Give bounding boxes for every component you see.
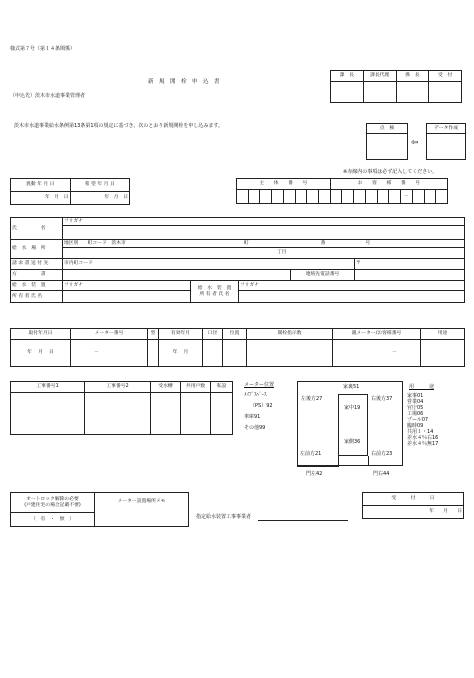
map-label-right23: 右前方23 xyxy=(371,451,393,457)
owner-field-2[interactable] xyxy=(239,291,465,303)
usage-option: 差水４％無17 xyxy=(407,441,439,447)
digit-cell[interactable] xyxy=(237,190,249,204)
billing-label: 請 求 書 送 付 先 xyxy=(11,259,63,270)
map-label-gate44: 門右44 xyxy=(373,471,390,477)
application-date-field[interactable]: 年 月 日 xyxy=(11,192,71,205)
usage-option: 営業04 xyxy=(407,399,424,405)
position-option: （PS）92 xyxy=(250,403,273,409)
direction-label: 方 書 xyxy=(11,270,63,281)
auto-lock-table xyxy=(10,492,189,527)
digit-cell[interactable] xyxy=(260,190,272,204)
usage-option: プール07 xyxy=(407,417,429,423)
digit-cell[interactable] xyxy=(377,190,389,204)
usage-title: 用 途 xyxy=(409,384,435,390)
data-entry-stamp[interactable] xyxy=(427,134,466,160)
approval-stamp-cell[interactable] xyxy=(363,82,396,103)
install-date-field[interactable]: 年 月 日 xyxy=(11,340,71,367)
meter-type-field[interactable] xyxy=(148,340,159,367)
approval-stamp-cell[interactable] xyxy=(396,82,429,103)
arrow-left-icon: ⇦ xyxy=(411,138,419,148)
application-date-label: 異動 年 月 日 xyxy=(11,179,71,192)
valid-date-field[interactable]: 年 月 xyxy=(159,340,203,367)
owner-field[interactable] xyxy=(63,291,191,303)
parent-meter-field[interactable]: － xyxy=(333,340,421,367)
position-field[interactable] xyxy=(223,340,247,367)
customer-number-label: お 客 様 番 号 xyxy=(330,179,447,190)
gate-left-post xyxy=(338,456,339,466)
recipient: （申込先）茨木市水道事業管理者 xyxy=(10,93,86,99)
declaration-text: 茨木市水道事業給水条例第13条第1項の規定に基づき、次のとおり新規開栓を申し込みます。 xyxy=(14,123,223,129)
map-label-house51: 家裏51 xyxy=(343,384,360,390)
customer-number-dash: － xyxy=(401,190,413,204)
shared-units-field[interactable] xyxy=(181,393,211,435)
digit-cell[interactable] xyxy=(342,190,354,204)
meter-header: 用途 xyxy=(421,329,465,340)
form-title: 新 規 開 栓 申 込 書 xyxy=(148,79,220,85)
map-label-left27: 左後方27 xyxy=(301,396,323,402)
meter-header: 開栓指示数 xyxy=(247,329,333,340)
name-furigana: フリガナ xyxy=(63,218,465,226)
private-field[interactable] xyxy=(211,393,233,435)
digit-cell[interactable] xyxy=(389,190,401,204)
meter-number-field[interactable]: － xyxy=(71,340,148,367)
map-wall-left xyxy=(297,466,339,467)
meter-header: 型 xyxy=(148,329,159,340)
device-label: 給 水 装 置 xyxy=(11,281,63,291)
work-header: 共用戸数 xyxy=(181,382,211,393)
digit-cell[interactable] xyxy=(283,190,295,204)
approval-header: 課長代理 xyxy=(363,71,396,82)
reception-label: 受 付 日 xyxy=(363,493,464,506)
digit-cell[interactable] xyxy=(319,190,331,204)
required-note: ※赤線内の事項は必ず記入してください。 xyxy=(343,169,438,175)
main-body-number-label: 主 体 番 号 xyxy=(237,179,331,190)
numbers-table xyxy=(236,178,448,204)
postal-field[interactable]: 〒 xyxy=(355,259,465,270)
approval-table xyxy=(330,70,462,103)
map-label-left21: 左前方21 xyxy=(300,451,322,457)
approval-header: 受 付 xyxy=(429,71,462,82)
digit-cell[interactable] xyxy=(272,190,284,204)
approval-stamp-cell[interactable] xyxy=(429,82,462,103)
applicant-table xyxy=(10,217,465,303)
digit-cell[interactable] xyxy=(424,190,436,204)
billing-code-field[interactable]: 市内町コード xyxy=(63,259,355,270)
digit-cell[interactable] xyxy=(436,190,448,204)
meter-header: 位置 xyxy=(223,329,247,340)
inspection-box xyxy=(366,123,408,160)
house-outline xyxy=(338,394,368,456)
meter-memo-field[interactable]: メーター設置場所メモ xyxy=(95,493,189,527)
approval-header: 係 長 xyxy=(396,71,429,82)
name-label: 氏 名 xyxy=(11,218,63,240)
auto-lock-label: オートロック解除の必要 (戸建住宅の場合記載不要) xyxy=(11,493,95,513)
work-number-1-field[interactable] xyxy=(11,393,85,435)
receiving-tank-field[interactable] xyxy=(151,393,181,435)
gate-right-post xyxy=(368,456,369,466)
work-header: 私設 xyxy=(211,382,233,393)
approval-header: 課 長 xyxy=(331,71,364,82)
device-label-2: 給 水 装 置 所 有 者 氏 名 xyxy=(191,281,239,303)
digit-cell[interactable] xyxy=(412,190,424,204)
contact-label: 連絡先電話番号 xyxy=(291,270,355,281)
meter-position-title: メーター位置 xyxy=(244,382,275,388)
digit-cell[interactable] xyxy=(354,190,366,204)
digit-cell[interactable] xyxy=(295,190,307,204)
usage-option: 共用１・14 xyxy=(407,429,434,435)
usage-option: 家事01 xyxy=(407,393,424,399)
work-header: 受水槽 xyxy=(151,382,181,393)
meter-header: 有効年月 xyxy=(159,329,203,340)
meter-header: 取付年月日 xyxy=(11,329,71,340)
reception-table xyxy=(362,492,464,519)
digit-cell[interactable] xyxy=(307,190,319,204)
contractor-signature-line[interactable] xyxy=(258,520,348,521)
location-codes[interactable]: 地区別 町コード 茨木市 町 番 号 xyxy=(63,240,465,248)
digit-cell[interactable] xyxy=(248,190,260,204)
map-label-right37: 右後方37 xyxy=(371,396,393,402)
location-field[interactable]: 丁目 xyxy=(63,248,465,259)
location-label: 給 水 場 所 xyxy=(11,240,63,259)
usage-option: 臨時09 xyxy=(407,423,424,429)
position-option: その他99 xyxy=(244,425,266,431)
usage-field[interactable] xyxy=(421,340,465,367)
usage-option: 工場06 xyxy=(407,411,424,417)
direction-field[interactable] xyxy=(63,270,291,281)
work-header: 工事番号2 xyxy=(85,382,151,393)
data-entry-box xyxy=(426,123,466,160)
contact-field[interactable] xyxy=(355,270,465,281)
name-field[interactable] xyxy=(63,226,465,240)
map-label-middle19: 家中19 xyxy=(344,405,361,411)
device-furigana[interactable]: フリガナ xyxy=(63,281,191,291)
request-date-field[interactable]: 年 月 日 xyxy=(70,192,130,205)
meter-header: メーター番号 xyxy=(71,329,148,340)
owner-label: 所 有 者 氏 名 xyxy=(11,291,63,303)
opening-reading-field[interactable] xyxy=(247,340,333,367)
dates-table xyxy=(10,178,130,205)
position-option: 車庫91 xyxy=(244,414,261,420)
form-number: 様式第７号（第１４条関係） xyxy=(10,46,76,52)
usage-option: 差水４％右16 xyxy=(407,435,439,441)
device-furigana-2[interactable]: フリガナ xyxy=(239,281,465,291)
digit-cell[interactable] xyxy=(330,190,342,204)
position-option: ﾒｲﾌﾞｽﾍﾞｰｽ xyxy=(244,392,267,398)
map-label-gate42: 門左42 xyxy=(306,471,323,477)
digit-cell[interactable] xyxy=(365,190,377,204)
work-header: 工事番号1 xyxy=(11,382,85,393)
request-date-label: 希 望 年 月 日 xyxy=(70,179,130,192)
meter-header: 親メーター/お客様番号 xyxy=(333,329,421,340)
approval-stamp-cell[interactable] xyxy=(331,82,364,103)
data-entry-label: データ作成 xyxy=(427,124,466,134)
work-table xyxy=(10,381,233,435)
reception-date-field[interactable]: 年 月 日 xyxy=(363,506,464,519)
inspection-label: 点 検 xyxy=(367,124,408,134)
contractor-label: 指定給水装置工事事業者 xyxy=(196,514,252,520)
auto-lock-choice[interactable]: （ 有 ・ 無 ） xyxy=(11,513,95,527)
meter-table xyxy=(10,328,465,367)
inspection-stamp[interactable] xyxy=(367,134,408,160)
work-number-2-field[interactable] xyxy=(85,393,151,435)
meter-header: 口径 xyxy=(203,329,223,340)
map-label-side36: 家側36 xyxy=(344,439,361,445)
caliber-field[interactable] xyxy=(203,340,223,367)
usage-option: 官庁05 xyxy=(407,405,424,411)
